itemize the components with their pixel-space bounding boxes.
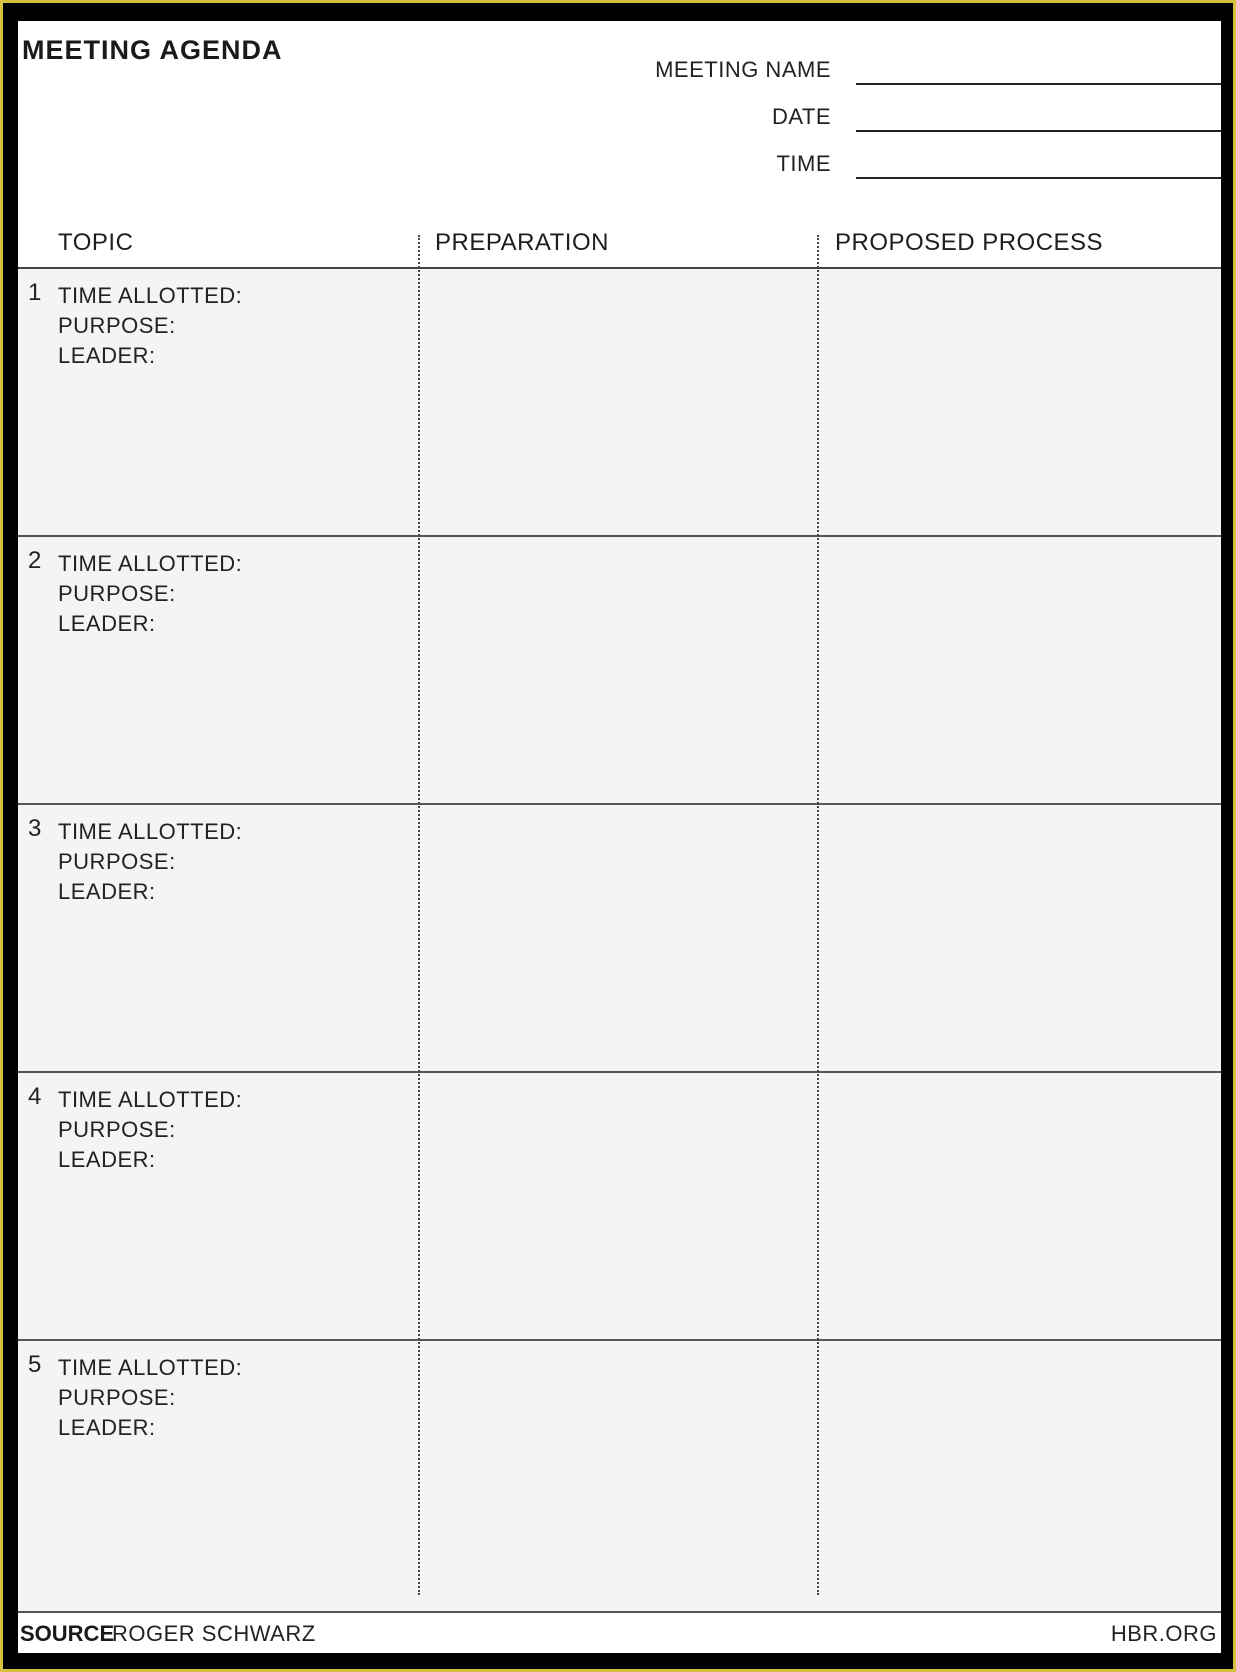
time-allotted-label: TIME ALLOTTED: xyxy=(58,551,243,576)
time-allotted-label: TIME ALLOTTED: xyxy=(58,1355,243,1380)
purpose-label: PURPOSE: xyxy=(58,581,176,606)
meeting-name-field[interactable] xyxy=(538,49,1221,89)
time-allotted-label: TIME ALLOTTED: xyxy=(58,819,243,844)
purpose-label: PURPOSE: xyxy=(58,849,176,874)
column-header-preparation: PREPARATION xyxy=(435,229,609,256)
agenda-item-4[interactable] xyxy=(18,1073,1221,1341)
leader-label: LEADER: xyxy=(58,611,156,636)
item-number: 3 xyxy=(28,815,42,842)
leader-label: LEADER: xyxy=(58,879,156,904)
leader-label: LEADER: xyxy=(58,343,156,368)
meeting-name-label: MEETING NAME xyxy=(655,57,831,82)
agenda-sheet xyxy=(18,21,1221,1653)
source-label: SOURCE xyxy=(20,1621,115,1646)
meeting-name-line[interactable] xyxy=(856,83,1221,85)
time-allotted-label: TIME ALLOTTED: xyxy=(58,283,243,308)
agenda-items xyxy=(18,269,1221,1613)
agenda-item-1[interactable] xyxy=(18,269,1221,537)
item-number: 4 xyxy=(28,1083,42,1110)
time-label: TIME xyxy=(776,151,831,176)
column-header-topic: TOPIC xyxy=(58,229,134,256)
date-line[interactable] xyxy=(856,130,1221,132)
outer-frame xyxy=(3,3,1233,1669)
leader-label: LEADER: xyxy=(58,1147,156,1172)
dotted-divider-process xyxy=(817,235,819,1595)
purpose-label: PURPOSE: xyxy=(58,1385,176,1410)
site-link[interactable]: HBR.ORG xyxy=(1110,1621,1217,1646)
column-header-proposed-process: PROPOSED PROCESS xyxy=(835,229,1104,256)
item-number: 2 xyxy=(28,547,42,574)
item-number: 1 xyxy=(28,279,42,306)
time-field[interactable] xyxy=(538,143,1221,183)
date-label: DATE xyxy=(771,104,831,129)
item-number: 5 xyxy=(28,1351,42,1378)
footer xyxy=(18,1621,1221,1651)
agenda-item-2[interactable] xyxy=(18,537,1221,805)
purpose-label: PURPOSE: xyxy=(58,1117,176,1142)
page-title: MEETING AGENDA xyxy=(22,35,283,65)
time-line[interactable] xyxy=(856,177,1221,179)
leader-label: LEADER: xyxy=(58,1415,156,1440)
agenda-item-3[interactable] xyxy=(18,805,1221,1073)
purpose-label: PURPOSE: xyxy=(58,313,176,338)
source-name: ROGER SCHWARZ xyxy=(112,1621,316,1646)
dotted-divider-preparation xyxy=(418,235,420,1595)
time-allotted-label: TIME ALLOTTED: xyxy=(58,1087,243,1112)
date-field[interactable] xyxy=(538,96,1221,136)
agenda-item-5[interactable] xyxy=(18,1341,1221,1613)
